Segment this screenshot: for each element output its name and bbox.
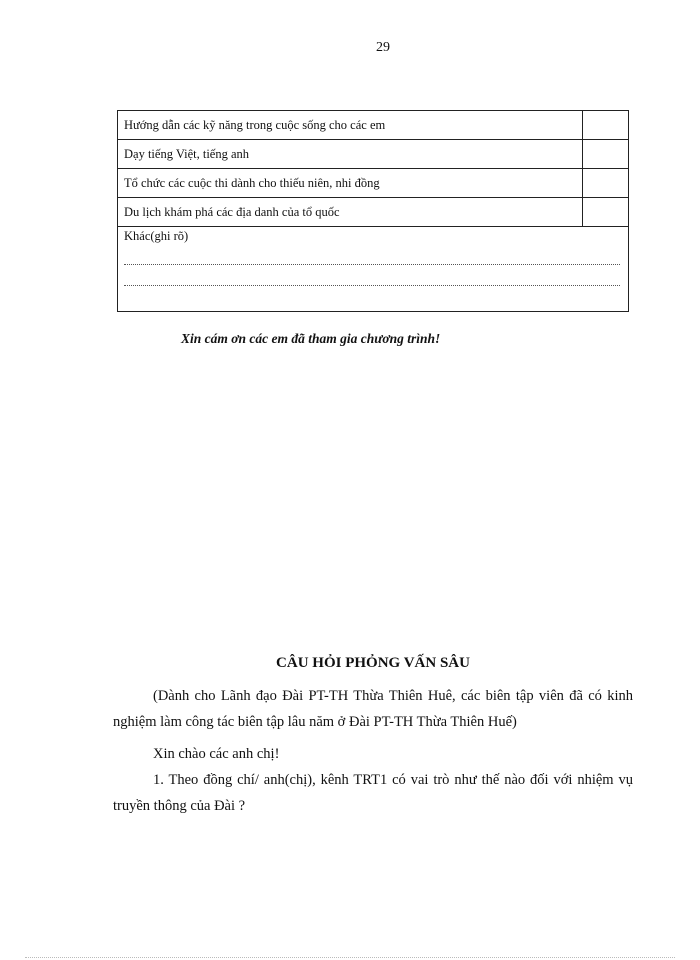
table-row <box>118 140 629 169</box>
option-label: Dạy tiếng Việt, tiếng anh <box>118 140 583 169</box>
option-checkbox-cell[interactable] <box>583 198 629 227</box>
option-label: Tổ chức các cuộc thi dành cho thiếu niên, nhi đồng <box>118 169 583 198</box>
table-row <box>118 111 629 140</box>
thank-you-note: Xin cám ơn các em đã tham gia chương trình! <box>181 331 441 346</box>
greeting: Xin chào các anh chị! <box>153 746 280 762</box>
other-cell[interactable] <box>118 227 629 312</box>
page-bottom-rule <box>25 957 675 958</box>
interview-title: CÂU HỎI PHỎNG VẤN SÂU <box>276 655 470 671</box>
table-row <box>118 198 629 227</box>
dotted-answer-line[interactable] <box>124 265 620 286</box>
option-checkbox-cell[interactable] <box>583 111 629 140</box>
option-label: Du lịch khám phá các địa danh của tổ quốc <box>118 198 583 227</box>
question-1: 1. Theo đồng chí/ anh(chị), kênh TRT1 có vai trò như thế nào đối với nhiệm vụ truyền thông của Đài ? <box>113 772 633 814</box>
page-number: 29 <box>376 40 390 55</box>
option-checkbox-cell[interactable] <box>583 140 629 169</box>
other-row <box>118 227 629 312</box>
option-checkbox-cell[interactable] <box>583 169 629 198</box>
other-label: Khác(ghi rõ) <box>124 229 189 243</box>
audience-note: (Dành cho Lãnh đạo Đài PT-TH Thừa Thiên Huê, các biên tập viên đã có kinh nghiệm làm công tác biên tập lâu năm ở Đài PT-TH Thừa Thiên Huế) <box>113 688 633 730</box>
dotted-answer-line[interactable] <box>124 244 620 265</box>
option-label: Hướng dẫn các kỹ năng trong cuộc sống cho các em <box>118 111 583 140</box>
survey-options-table <box>117 110 629 312</box>
table-row <box>118 169 629 198</box>
